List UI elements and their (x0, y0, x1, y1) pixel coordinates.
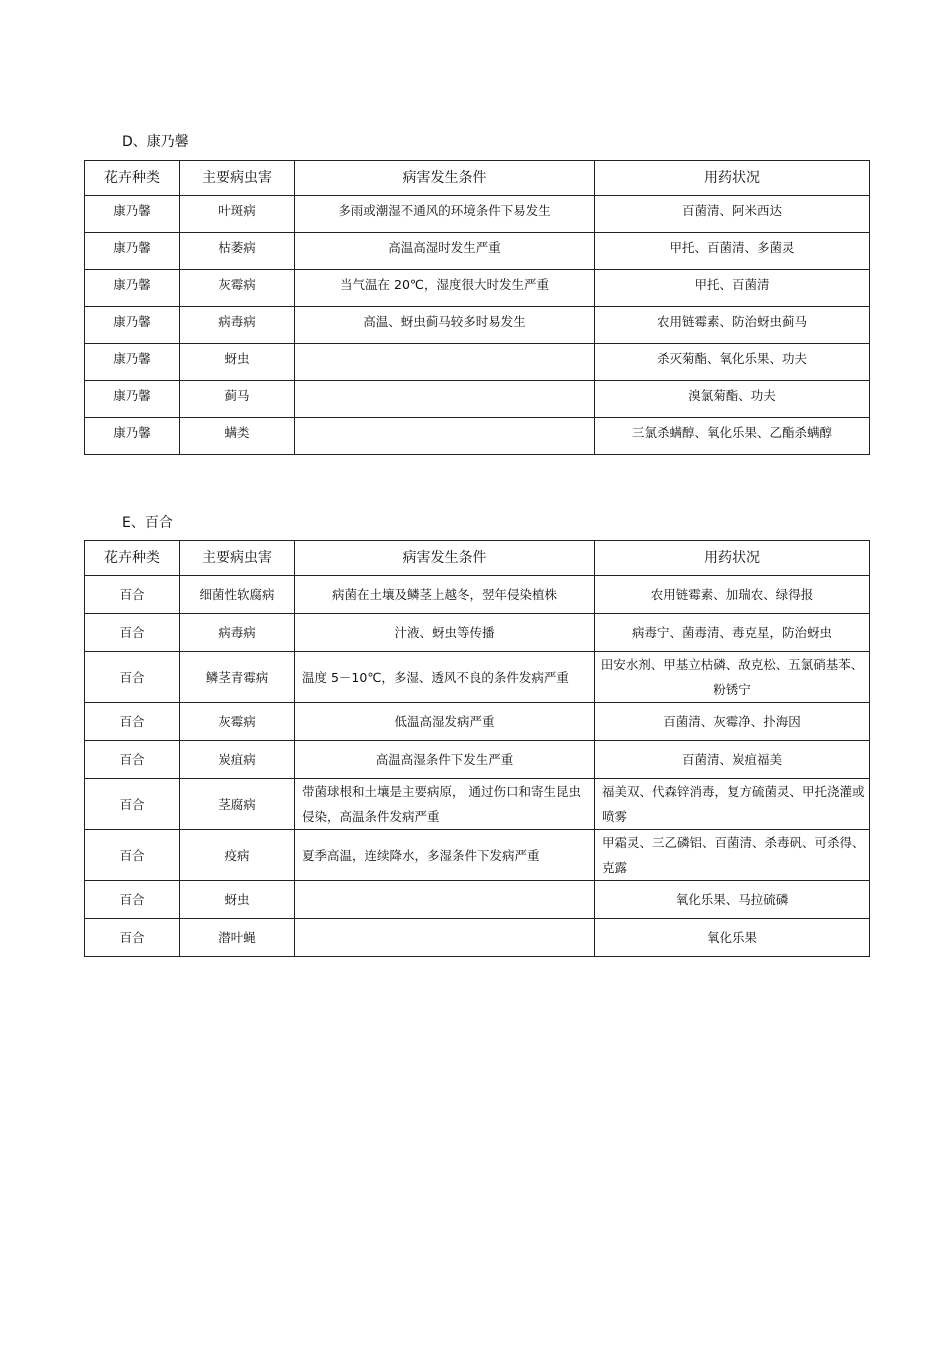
cell-condition (295, 919, 595, 957)
cell-pest: 细菌性软腐病 (180, 576, 295, 614)
table-header-row (85, 161, 870, 196)
cell-condition (295, 418, 595, 455)
cell-medication: 农用链霉素、加瑞农、绿得报 (595, 576, 870, 614)
header-main-pest: 主要病虫害 (180, 541, 295, 576)
cell-flower: 康乃馨 (85, 418, 180, 455)
cell-condition: 低温高湿发病严重 (295, 703, 595, 741)
cell-condition: 多雨或潮湿不通风的环境条件下易发生 (295, 196, 595, 233)
section-title-carnation: D、康乃馨 (122, 134, 189, 150)
cell-medication: 农用链霉素、防治蚜虫蓟马 (595, 307, 870, 344)
cell-condition: 温度 5－10℃，多湿、透风不良的条件发病严重 (295, 652, 595, 703)
cell-medication: 甲托、百菌清、多菌灵 (595, 233, 870, 270)
cell-condition (295, 881, 595, 919)
cell-medication: 福美双、代森锌消毒，复方硫菌灵、甲托浇灌或喷雾 (595, 779, 870, 830)
cell-pest: 蚜虫 (180, 344, 295, 381)
cell-medication: 百菌清、灰霉净、扑海因 (595, 703, 870, 741)
cell-flower: 康乃馨 (85, 307, 180, 344)
table-row (85, 881, 870, 919)
lily-pest-table (84, 540, 870, 957)
cell-flower: 百合 (85, 703, 180, 741)
cell-flower: 百合 (85, 576, 180, 614)
cell-condition: 病菌在土壤及鳞茎上越冬，翌年侵染植株 (295, 576, 595, 614)
cell-pest: 病毒病 (180, 614, 295, 652)
cell-medication: 甲托、百菌清 (595, 270, 870, 307)
cell-pest: 螨类 (180, 418, 295, 455)
cell-flower: 康乃馨 (85, 233, 180, 270)
cell-pest: 病毒病 (180, 307, 295, 344)
cell-pest: 鳞茎青霉病 (180, 652, 295, 703)
cell-medication: 杀灭菊酯、氧化乐果、功夫 (595, 344, 870, 381)
table-row (85, 381, 870, 418)
cell-flower: 百合 (85, 881, 180, 919)
cell-condition: 当气温在 20℃，湿度很大时发生严重 (295, 270, 595, 307)
cell-condition: 夏季高温，连续降水，多湿条件下发病严重 (295, 830, 595, 881)
cell-medication: 百菌清、炭疽福美 (595, 741, 870, 779)
table-row (85, 233, 870, 270)
cell-flower: 康乃馨 (85, 344, 180, 381)
table-row (85, 830, 870, 881)
cell-medication: 百菌清、阿米西达 (595, 196, 870, 233)
cell-flower: 百合 (85, 779, 180, 830)
table-row (85, 779, 870, 830)
cell-condition: 高温高湿条件下发生严重 (295, 741, 595, 779)
table-row (85, 652, 870, 703)
table-row (85, 344, 870, 381)
cell-flower: 康乃馨 (85, 381, 180, 418)
cell-condition: 高温、蚜虫蓟马较多时易发生 (295, 307, 595, 344)
cell-medication: 三氯杀螨醇、氧化乐果、乙酯杀螨醇 (595, 418, 870, 455)
cell-flower: 百合 (85, 614, 180, 652)
cell-pest: 茎腐病 (180, 779, 295, 830)
cell-pest: 灰霉病 (180, 270, 295, 307)
cell-flower: 百合 (85, 919, 180, 957)
header-flower-type: 花卉种类 (85, 161, 180, 196)
cell-medication: 田安水剂、甲基立枯磷、敌克松、五氯硝基苯、粉锈宁 (595, 652, 870, 703)
cell-condition: 带菌球根和土壤是主要病原， 通过伤口和寄生昆虫侵染，高温条件发病严重 (295, 779, 595, 830)
cell-pest: 灰霉病 (180, 703, 295, 741)
cell-pest: 叶斑病 (180, 196, 295, 233)
cell-flower: 康乃馨 (85, 196, 180, 233)
cell-medication: 病毒宁、菌毒清、毒克星，防治蚜虫 (595, 614, 870, 652)
table-row (85, 703, 870, 741)
table-row (85, 919, 870, 957)
cell-medication: 氧化乐果 (595, 919, 870, 957)
cell-condition: 汁液、蚜虫等传播 (295, 614, 595, 652)
table-row (85, 196, 870, 233)
cell-pest: 蚜虫 (180, 881, 295, 919)
table-row (85, 418, 870, 455)
cell-flower: 康乃馨 (85, 270, 180, 307)
table-row (85, 576, 870, 614)
cell-medication: 甲霜灵、三乙磷铝、百菌清、杀毒矾、可杀得、克露 (595, 830, 870, 881)
cell-condition (295, 381, 595, 418)
header-disease-condition: 病害发生条件 (295, 541, 595, 576)
cell-condition (295, 344, 595, 381)
cell-flower: 百合 (85, 652, 180, 703)
header-flower-type: 花卉种类 (85, 541, 180, 576)
cell-medication: 氧化乐果、马拉硫磷 (595, 881, 870, 919)
table-row (85, 614, 870, 652)
table-header-row (85, 541, 870, 576)
cell-condition: 高温高湿时发生严重 (295, 233, 595, 270)
cell-flower: 百合 (85, 741, 180, 779)
cell-pest: 枯萎病 (180, 233, 295, 270)
section-title-lily: E、百合 (122, 515, 173, 531)
header-main-pest: 主要病虫害 (180, 161, 295, 196)
header-disease-condition: 病害发生条件 (295, 161, 595, 196)
table-row (85, 741, 870, 779)
header-medication: 用药状况 (595, 541, 870, 576)
cell-pest: 疫病 (180, 830, 295, 881)
cell-pest: 潜叶蝇 (180, 919, 295, 957)
table-row (85, 307, 870, 344)
cell-pest: 蓟马 (180, 381, 295, 418)
table-row (85, 270, 870, 307)
cell-flower: 百合 (85, 830, 180, 881)
carnation-pest-table (84, 160, 870, 455)
header-medication: 用药状况 (595, 161, 870, 196)
cell-pest: 炭疽病 (180, 741, 295, 779)
cell-medication: 溴氯菊酯、功夫 (595, 381, 870, 418)
